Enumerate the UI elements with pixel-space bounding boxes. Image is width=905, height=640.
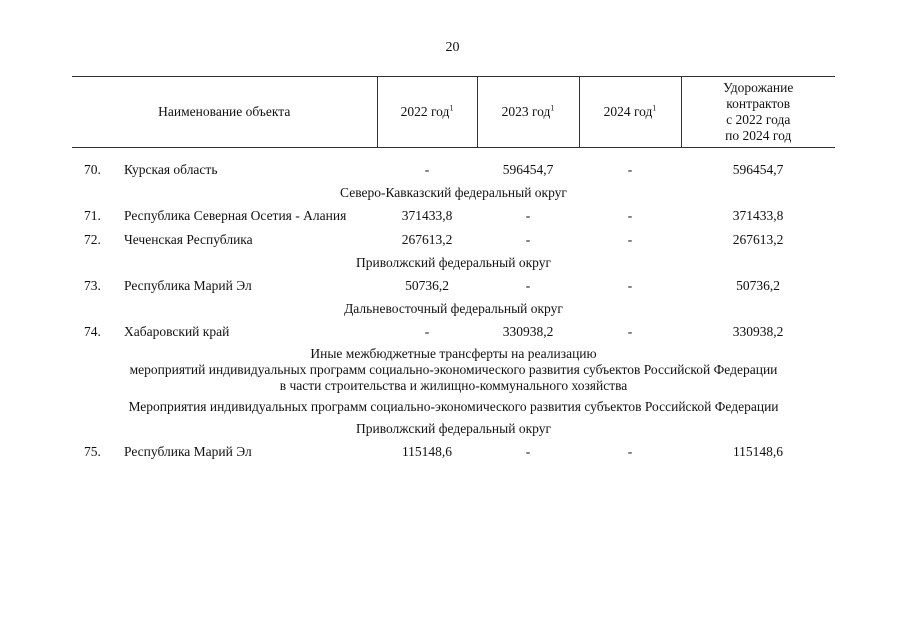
section-heading: Приволжский федеральный округ [355, 255, 551, 270]
header-2024: 2024 год$^1$ [579, 77, 681, 148]
table-row: 75. Республика Марий Эл 115148,6 - - 115148,6 [84, 444, 784, 459]
table-header-row [72, 77, 835, 148]
table-row: 70. Курская область - 596454,7 - 596454,7 [84, 162, 784, 177]
header-2023: 2023 год$^1$ [477, 77, 579, 148]
section-heading-transfers: Иные межбюджетные трансферты на реализацию мероприятий индивидуальных программ социально-экономического развития субъектов Российской Федерации в части строительства и жилищно-коммунального хозяйства [129, 346, 778, 393]
header-2022: 2022 год$^1$ [377, 77, 477, 148]
section-heading: Северо-Кавказский федеральный округ [340, 185, 567, 200]
section-heading-programs: Мероприятия индивидуальных программ социально-экономического развития субъектов Российской Федерации [128, 399, 779, 414]
table-row: 72. Чеченская Республика 267613,2 - - 267613,2 [84, 232, 784, 247]
data-table [72, 76, 835, 464]
section-heading: Приволжский федеральный округ [355, 421, 551, 436]
header-name: Наименование объекта [72, 77, 377, 148]
header-increase: Удорожание контрактов с 2022 года по 2024 год [681, 77, 835, 148]
table-row: 74. Хабаровский край - 330938,2 - 330938,2 [84, 324, 784, 339]
table-row: 73. Республика Марий Эл 50736,2 - - 50736,2 [84, 278, 780, 293]
section-heading: Дальневосточный федеральный округ [344, 301, 563, 316]
table-row: 71. Республика Северная Осетия - Алания 371433,8 - - 371433,8 [84, 208, 784, 223]
page-number: 20 [445, 40, 460, 55]
